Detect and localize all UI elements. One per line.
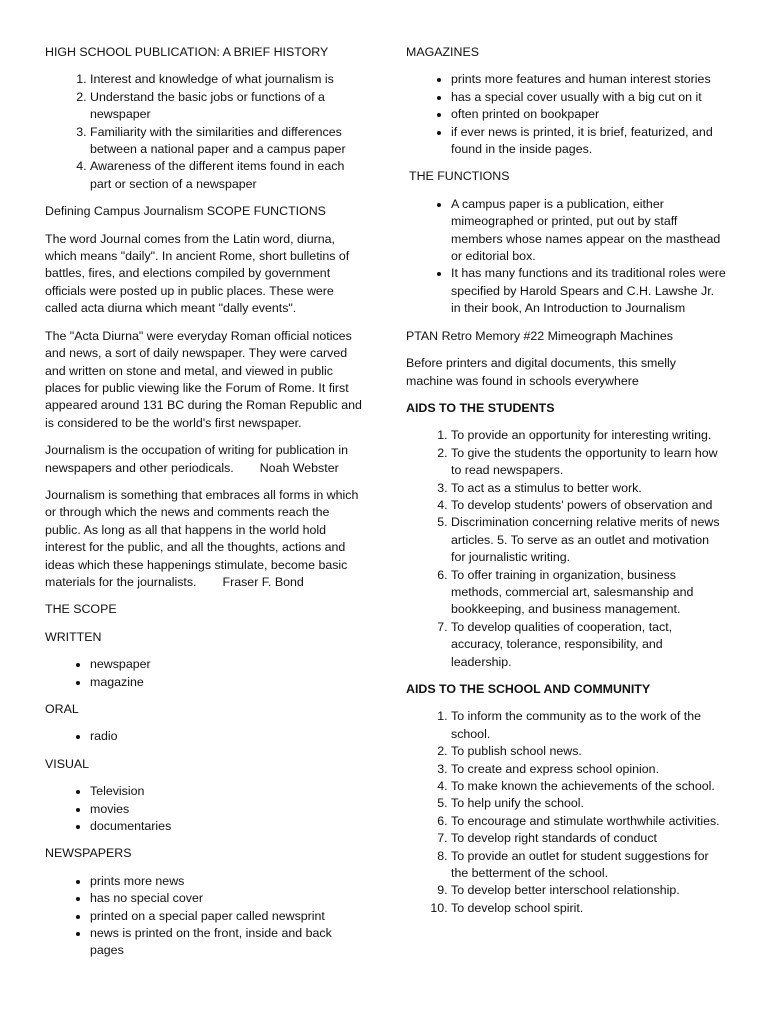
- list-item: 2. Understand the basic jobs or functions of a newspaper: [90, 89, 363, 124]
- scope-heading: THE SCOPE: [45, 602, 117, 617]
- magazines-heading: MAGAZINES: [406, 45, 479, 59]
- list-item: 1. Interest and knowledge of what journalism is: [90, 71, 363, 88]
- list-item: • prints more features and human interest stories: [451, 71, 726, 88]
- list-item: • newspaper: [90, 656, 363, 673]
- list-item: • printed on a special paper called newsprint: [90, 908, 363, 925]
- list-item: 2. To publish school news.: [451, 743, 726, 760]
- list-item: 6. To offer training in organization, business methods, commercial art, salesmanship and bookkeeping, and business management.: [451, 567, 726, 619]
- defining-heading: Defining Campus Journalism SCOPE FUNCTIONS: [45, 204, 326, 219]
- aids-school-heading: AIDS TO THE SCHOOL AND COMMUNITY: [406, 682, 651, 696]
- list-item: 8. To provide an outlet for student suggestions for the betterment of the school.: [451, 848, 726, 883]
- oral-heading: ORAL: [45, 702, 79, 716]
- document-title: HIGH SCHOOL PUBLICATION: A BRIEF HISTORY: [45, 45, 329, 59]
- list-item: • It has many functions and its traditional roles were specified by Harold Spears and C.H. Lawshe Jr. in their book, An Introduction to Journalism: [451, 265, 726, 317]
- list-item: 5. To help unify the school.: [451, 795, 726, 812]
- list-item: • has no special cover: [90, 890, 363, 907]
- list-item: • magazine: [90, 674, 363, 691]
- objectives-list: [45, 71, 363, 193]
- aids-students-list: [406, 427, 726, 671]
- list-item: 4. To develop students' powers of observation and: [451, 497, 726, 514]
- list-item: 3. To create and express school opinion.: [451, 761, 726, 778]
- aids-students-heading: AIDS TO THE STUDENTS: [406, 400, 555, 415]
- newspapers-heading: NEWSPAPERS: [45, 846, 132, 861]
- list-item: 4. Awareness of the different items found in each part or section of a newspaper: [90, 158, 363, 193]
- list-item: 1. To provide an opportunity for interesting writing.: [451, 427, 726, 444]
- left-column: [45, 44, 363, 970]
- functions-list: [406, 196, 726, 318]
- quote-webster: [45, 442, 363, 477]
- list-item: • Television: [90, 783, 363, 800]
- paragraph-journal-origin: The word Journal comes from the Latin word, diurna, which means "daily". In ancient Rome, short bulletins of battles, fires, and elections compiled by government officials were posted up in public places. These were called acta diurna which meant "dally events".: [45, 231, 350, 316]
- quote-author: Fraser F. Bond: [222, 574, 304, 589]
- visual-list: [45, 783, 363, 835]
- quote-bond: [45, 487, 363, 591]
- list-item: 10. To develop school spirit.: [451, 900, 726, 917]
- written-list: [45, 656, 363, 691]
- list-item: • radio: [90, 728, 363, 745]
- list-item: 7. To develop right standards of conduct: [451, 830, 726, 847]
- list-item: • if ever news is printed, it is brief, featurized, and found in the inside pages.: [451, 124, 726, 159]
- list-item: • often printed on bookpaper: [451, 106, 726, 123]
- quote-text: Journalism is something that embraces all forms in which or through which the news and comments reach the public. As long as all that happens in the world hold interest for the public, and all the thoughts, actions and ideas which these happenings stimulate, become basic materials for the journalists.: [45, 487, 359, 589]
- list-item: • news is printed on the front, inside and back pages: [90, 925, 363, 960]
- newspapers-list: [45, 873, 363, 960]
- right-column: [406, 44, 726, 927]
- aids-school-list: [406, 708, 726, 917]
- list-item: 1. To inform the community as to the work of the school.: [451, 708, 726, 743]
- list-item: 4. To make known the achievements of the school.: [451, 778, 726, 795]
- magazines-list: [406, 71, 726, 158]
- written-heading: WRITTEN: [45, 629, 102, 644]
- list-item: • movies: [90, 801, 363, 818]
- list-item: • has a special cover usually with a big cut on it: [451, 89, 726, 106]
- list-item: 7. To develop qualities of cooperation, tact, accuracy, tolerance, responsibility, and leadership.: [451, 619, 726, 671]
- visual-heading: VISUAL: [45, 756, 90, 771]
- list-item: 9. To develop better interschool relationship.: [451, 882, 726, 899]
- list-item: • prints more news: [90, 873, 363, 890]
- list-item: • documentaries: [90, 818, 363, 835]
- list-item: 6. To encourage and stimulate worthwhile activities.: [451, 813, 726, 830]
- quote-author: Noah Webster: [259, 460, 339, 475]
- list-item: 5. Discrimination concerning relative merits of news articles. 5. To serve as an outlet and motivation for journalistic writing.: [451, 514, 726, 566]
- ptan-title: PTAN Retro Memory #22 Mimeograph Machines: [406, 328, 673, 343]
- list-item: 3. To act as a stimulus to better work.: [451, 480, 726, 497]
- functions-heading: THE FUNCTIONS: [409, 169, 510, 184]
- list-item: 2. To give the students the opportunity to learn how to read newspapers.: [451, 445, 726, 480]
- paragraph-acta-diurna: The "Acta Diurna" were everyday Roman official notices and news, a sort of daily newspaper. They were carved and written on stone and metal, and viewed in public places for public viewing like the Forum of Rome. It first appeared around 131 BC during the Roman Republic and is considered to be the world's first newspaper.: [45, 328, 362, 430]
- ptan-text: Before printers and digital documents, this smelly machine was found in schools everywhere: [406, 356, 676, 388]
- oral-list: [45, 728, 363, 745]
- quote-text: Journalism is the occupation of writing for publication in newspapers and other periodicals.: [45, 443, 349, 475]
- list-item: 3. Familiarity with the similarities and differences between a national paper and a campus paper: [90, 124, 363, 159]
- list-item: • A campus paper is a publication, either mimeographed or printed, put out by staff members whose names appear on the masthead or editorial box.: [451, 196, 726, 266]
